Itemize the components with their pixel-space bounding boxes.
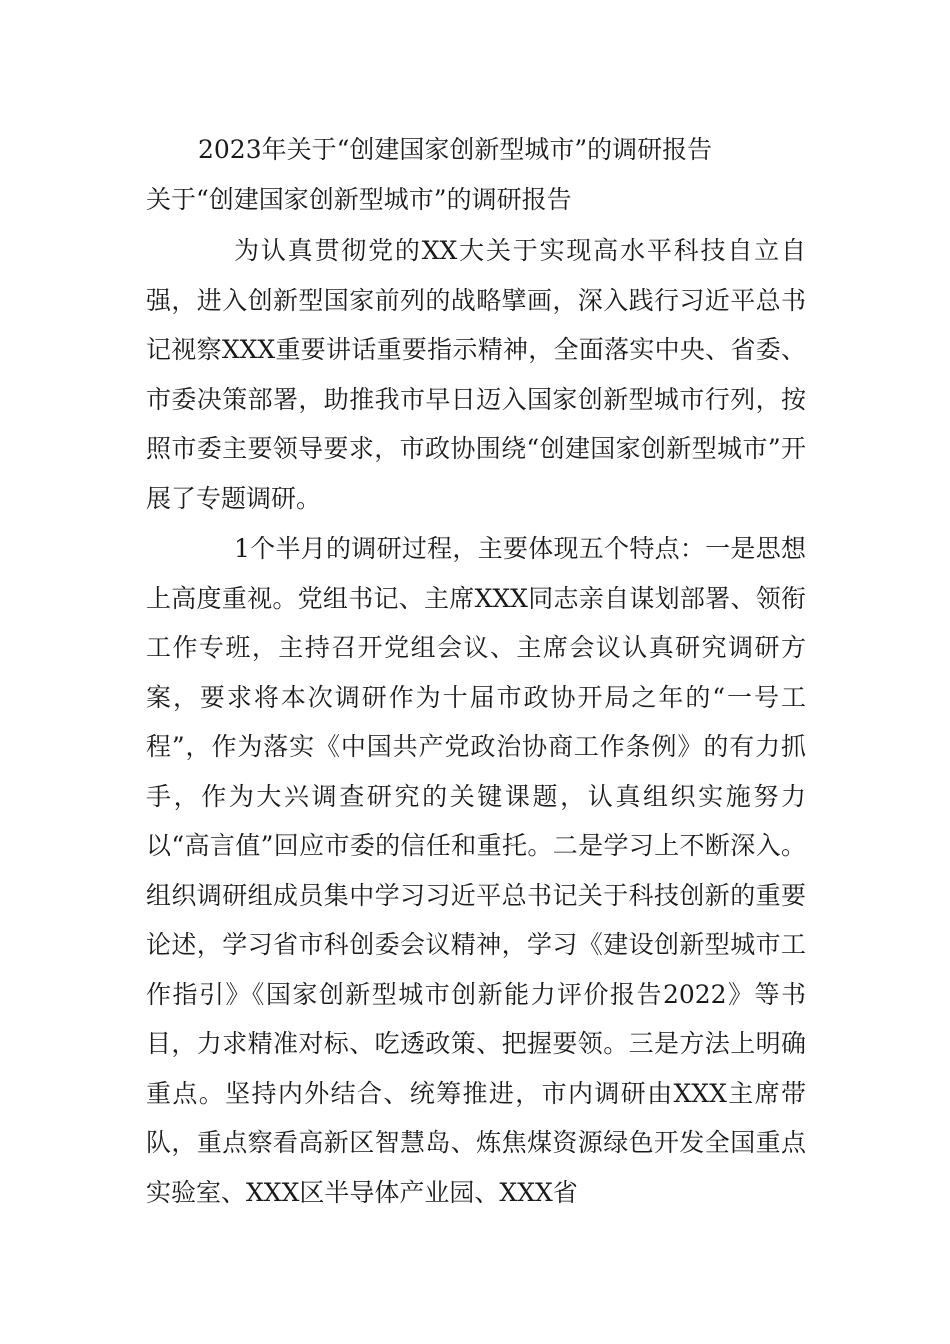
body-paragraph-1: 为认真贯彻党的XX大关于实现高水平科技自立自强，进入创新型国家前列的战略擘画，深入践行习近平总书记视察XXX重要讲话重要指示精神，全面落实中央、省委、市委决策部署，助推我市早日迈入国家创新型城市行列，按照市委主要领导要求，市政协围绕“创建国家创新型城市”开展了专题调研。 bbox=[146, 236, 806, 513]
document-title: 2023年关于“创建国家创新型城市”的调研报告 bbox=[198, 135, 713, 164]
document-subtitle: 关于“创建国家创新型城市”的调研报告 bbox=[146, 185, 572, 214]
body-paragraph-2: 1个半月的调研过程，主要体现五个特点：一是思想上高度重视。党组书记、主席XXX同志亲自谋划部署、领衔工作专班，主持召开党组会议、主席会议认真研究调研方案，要求将本次调研作为十届市政协开局之年的“一号工程”，作为落实《中国共产党政治协商工作条例》的有力抓手，作为大兴调查研究的关键课题，认真组织实施努力以“高言值”回应市委的信任和重托。二是学习上不断深入。组织调研组成员集中学习习近平总书记关于科技创新的重要论述，学习省市科创委会议精神，学习《建设创新型城市工作指引》《国家创新型城市创新能力评价报告2022》等书目，力求精准对标、吃透政策、把握要领。三是方法上明确重点。坚持内外结合、统筹推进，市内调研由XXX主席带队，重点察看高新区智慧岛、炼焦煤资源绿色开发全国重点实验室、XXX区半导体产业园、XXX省 bbox=[146, 534, 806, 1207]
